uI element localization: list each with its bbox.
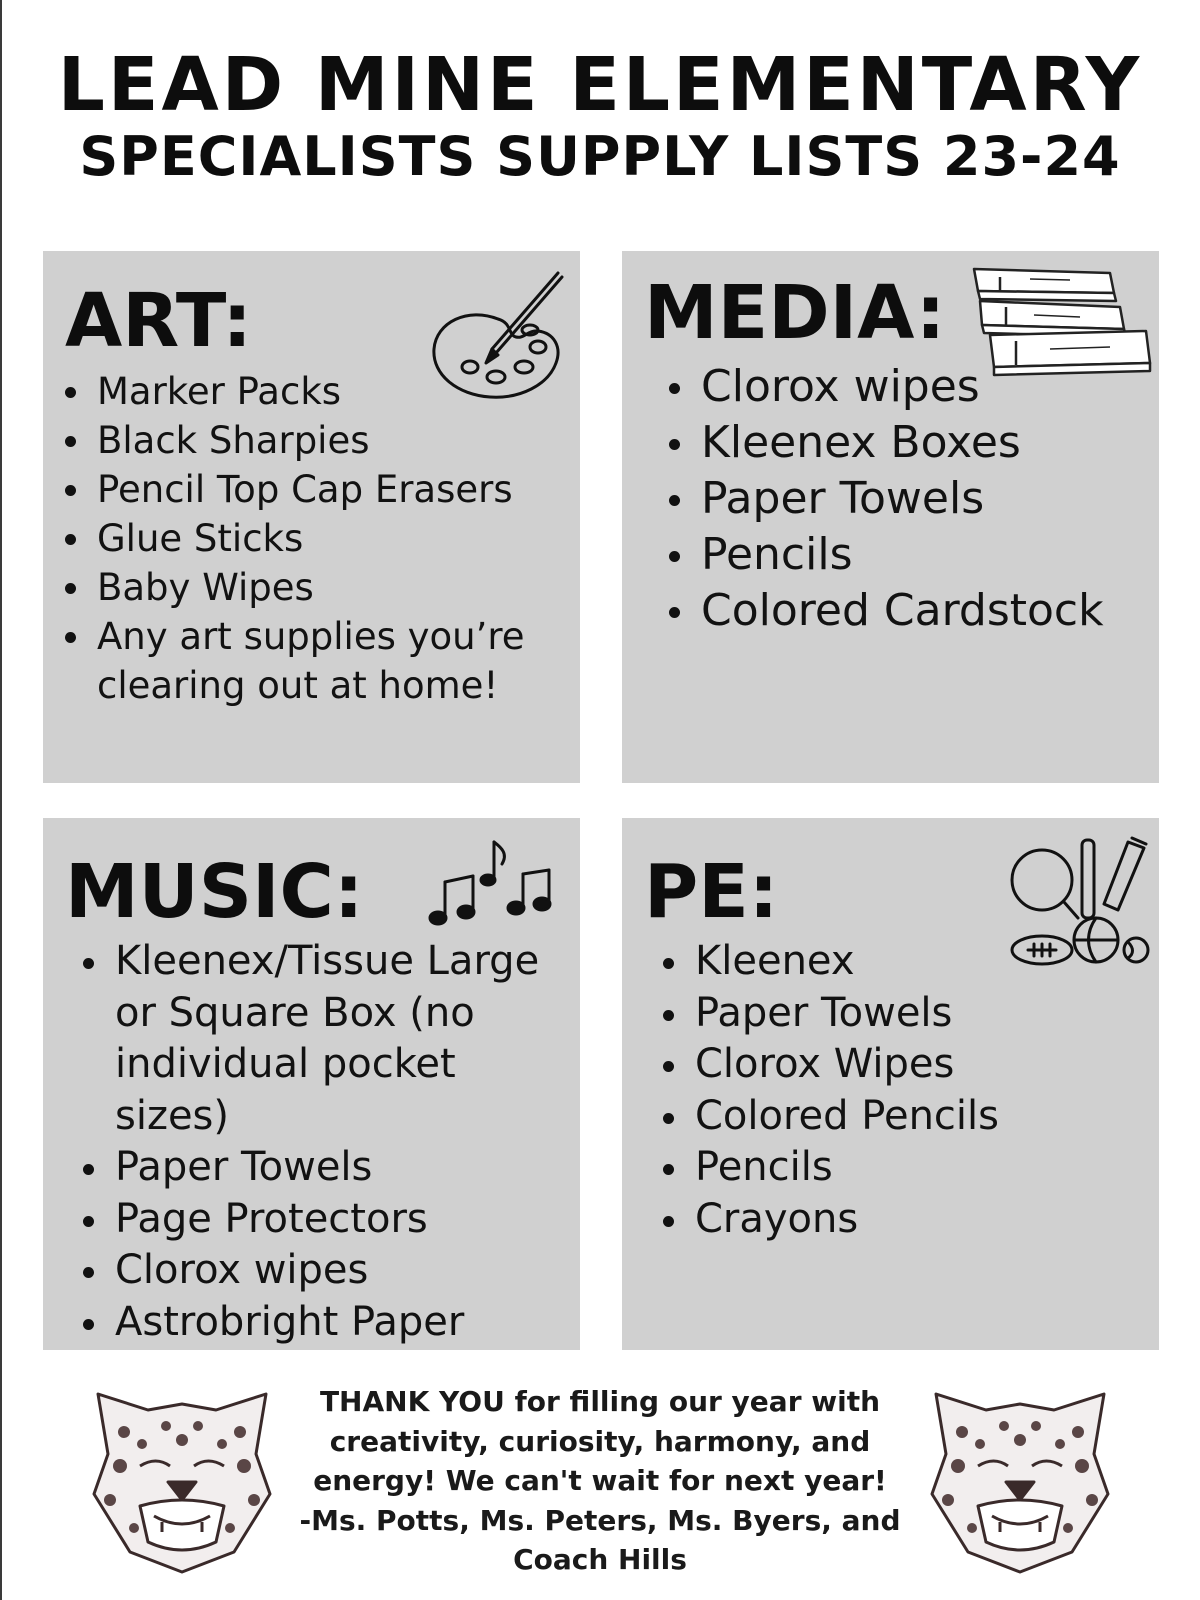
jaguar-mascot-icon xyxy=(84,1382,280,1582)
footer-line: THANK YOU for filling our year with xyxy=(319,1385,881,1418)
pe-panel xyxy=(622,818,1159,1350)
list-item: Crayons xyxy=(695,1194,1135,1246)
music-supply-list xyxy=(115,936,575,1348)
pe-title: PE: xyxy=(644,849,779,935)
page-subtitle: SPECIALISTS SUPPLY LISTS 23-24 xyxy=(79,125,1121,188)
list-item: Glue Sticks xyxy=(97,514,567,563)
list-item: Pencils xyxy=(701,527,1151,583)
list-item: Kleenex/Tissue Large or Square Box (no individual pocket sizes) xyxy=(115,936,575,1142)
list-item: Paper Towels xyxy=(695,988,1135,1040)
list-item: Pencils xyxy=(695,1142,1135,1194)
pe-supply-list xyxy=(695,936,1135,1245)
list-item: Marker Packs xyxy=(97,367,567,416)
list-item: Pencil Top Cap Erasers xyxy=(97,465,567,514)
list-item: Black Sharpies xyxy=(97,416,567,465)
list-item: Colored Cardstock xyxy=(701,583,1151,639)
footer-line: creativity, curiosity, harmony, and xyxy=(329,1424,871,1458)
media-panel xyxy=(622,251,1159,783)
footer-line: Coach Hills xyxy=(513,1543,687,1576)
media-title: MEDIA: xyxy=(644,270,946,356)
list-item: Clorox wipes xyxy=(701,359,1151,415)
list-item: Astrobright Paper xyxy=(115,1297,575,1349)
music-panel xyxy=(43,818,580,1350)
music-notes-icon xyxy=(426,838,558,930)
page-title: LEAD MINE ELEMENTARY xyxy=(57,42,1143,128)
list-item: Clorox wipes xyxy=(115,1245,575,1297)
thank-you-message xyxy=(290,1382,910,1580)
footer-line: -Ms. Potts, Ms. Peters, Ms. Byers, and xyxy=(299,1503,901,1537)
list-item: Baby Wipes xyxy=(97,563,567,612)
list-item: Paper Towels xyxy=(701,471,1151,527)
music-title: MUSIC: xyxy=(65,849,364,935)
list-item: Kleenex Boxes xyxy=(701,415,1151,471)
list-item: Kleenex xyxy=(695,936,1135,988)
art-title: ART: xyxy=(65,278,252,364)
jaguar-mascot-icon xyxy=(922,1382,1118,1582)
art-panel xyxy=(43,251,580,783)
list-item: Colored Pencils xyxy=(695,1091,1135,1143)
page-edge-rule xyxy=(0,0,2,1600)
list-item: Any art supplies you’re clearing out at home! xyxy=(97,612,567,710)
list-item: Paper Towels xyxy=(115,1142,575,1194)
footer-line: energy! We can't wait for next year! xyxy=(313,1464,887,1497)
art-supply-list xyxy=(97,367,567,710)
list-item: Page Protectors xyxy=(115,1194,575,1246)
list-item: Clorox Wipes xyxy=(695,1039,1135,1091)
media-supply-list xyxy=(701,359,1151,639)
